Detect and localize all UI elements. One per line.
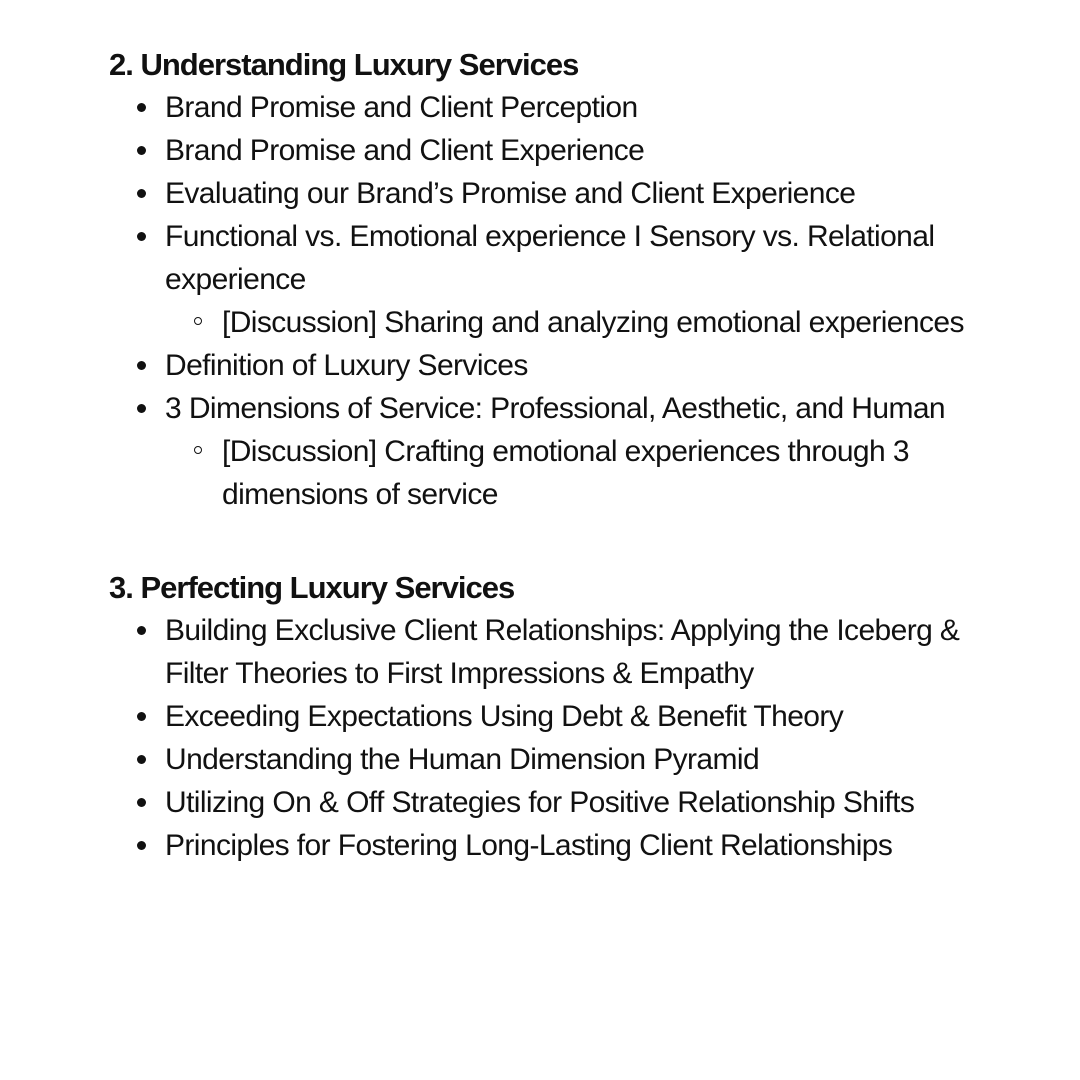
list-item: Evaluating our Brand’s Promise and Client Experience xyxy=(165,172,1020,215)
sub-list-item: [Discussion] Crafting emotional experiences through 3 dimensions of service xyxy=(222,430,1020,516)
list-item: Principles for Fostering Long-Lasting Client Relationships xyxy=(165,824,1020,867)
list-item-text: Functional vs. Emotional experience I Sensory vs. Relational experience xyxy=(165,220,935,296)
list-item: Understanding the Human Dimension Pyramid xyxy=(165,738,1020,781)
list-item xyxy=(165,387,1020,516)
section-spacer xyxy=(109,516,1020,566)
section-title-understanding: 2. Understanding Luxury Services xyxy=(109,47,579,82)
list-item: Exceeding Expectations Using Debt & Benefit Theory xyxy=(165,695,1020,738)
bullet-list-perfecting xyxy=(109,609,1020,867)
list-item: Building Exclusive Client Relationships: Applying the Iceberg & Filter Theories to First Impressions & Empathy xyxy=(165,609,1020,695)
sub-list-item: [Discussion] Sharing and analyzing emotional experiences xyxy=(222,301,1020,344)
section-title-perfecting: 3. Perfecting Luxury Services xyxy=(109,570,515,605)
sub-list xyxy=(165,301,1020,344)
list-item: Brand Promise and Client Perception xyxy=(165,86,1020,129)
sub-list xyxy=(165,430,1020,516)
bullet-list-understanding xyxy=(109,86,1020,516)
list-item: Brand Promise and Client Experience xyxy=(165,129,1020,172)
list-item xyxy=(165,215,1020,344)
list-item: Utilizing On & Off Strategies for Positive Relationship Shifts xyxy=(165,781,1020,824)
list-item-text: 3 Dimensions of Service: Professional, Aesthetic, and Human xyxy=(165,392,946,425)
list-item: Definition of Luxury Services xyxy=(165,344,1020,387)
